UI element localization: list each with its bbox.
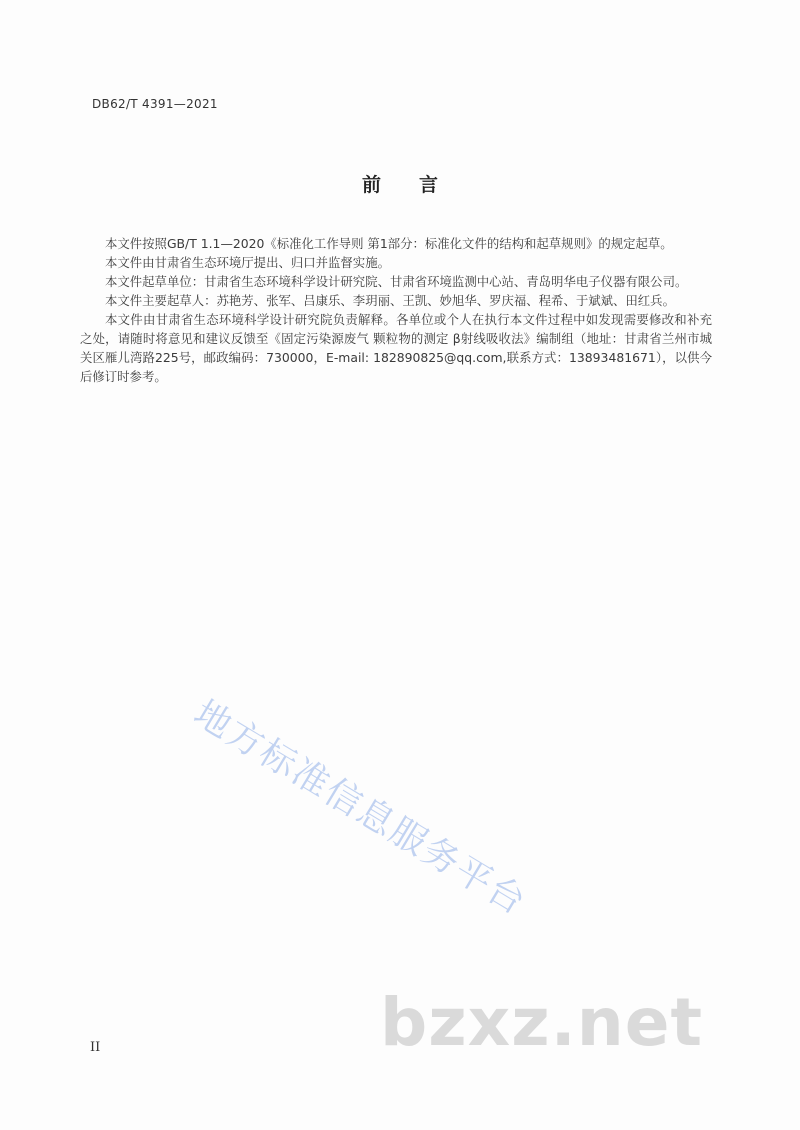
- paragraph-drafting-units: 本文件起草单位：甘肃省生态环境科学设计研究院、甘肃省环境监测中心站、青岛明华电子仪器有限公司。: [105, 274, 688, 289]
- watermark-text: 地方标准信息服务平台: [186, 692, 534, 924]
- title-char-1: 前: [361, 174, 381, 196]
- paragraph-drafting-basis: 本文件按照GB/T 1.1—2020《标准化工作导则 第1部分：标准化文件的结构和起草规则》的规定起草。: [105, 236, 673, 251]
- paragraph-proposer: 本文件由甘肃省生态环境厅提出、归口并监督实施。: [105, 255, 390, 270]
- paragraph-drafters: 本文件主要起草人：苏艳芳、张军、吕康乐、李玥丽、王凯、妙旭华、罗庆福、程希、于斌斌、田红兵。: [105, 293, 675, 308]
- title-char-2: 言: [419, 174, 439, 196]
- paragraph-interpretation: 本文件由甘肃省生态环境科学设计研究院负责解释。各单位或个人在执行本文件过程中如发现需要修改和补充之处，请随时将意见和建议反馈至《固定污染源废气 颗粒物的测定 β射线吸收法》编制组（地址：甘肃省兰州市城关区雁儿湾路225号，邮政编码：730000，E-mail: 182890825@qq.com,联系方式：13893481671），以供今后修订时参考。: [80, 312, 712, 384]
- page-number: II: [90, 1040, 101, 1055]
- foreword-body: [80, 234, 712, 386]
- page-title: [0, 170, 800, 197]
- document-code: DB62/T 4391—2021: [92, 97, 218, 111]
- site-watermark: bzxz.net: [380, 984, 704, 1061]
